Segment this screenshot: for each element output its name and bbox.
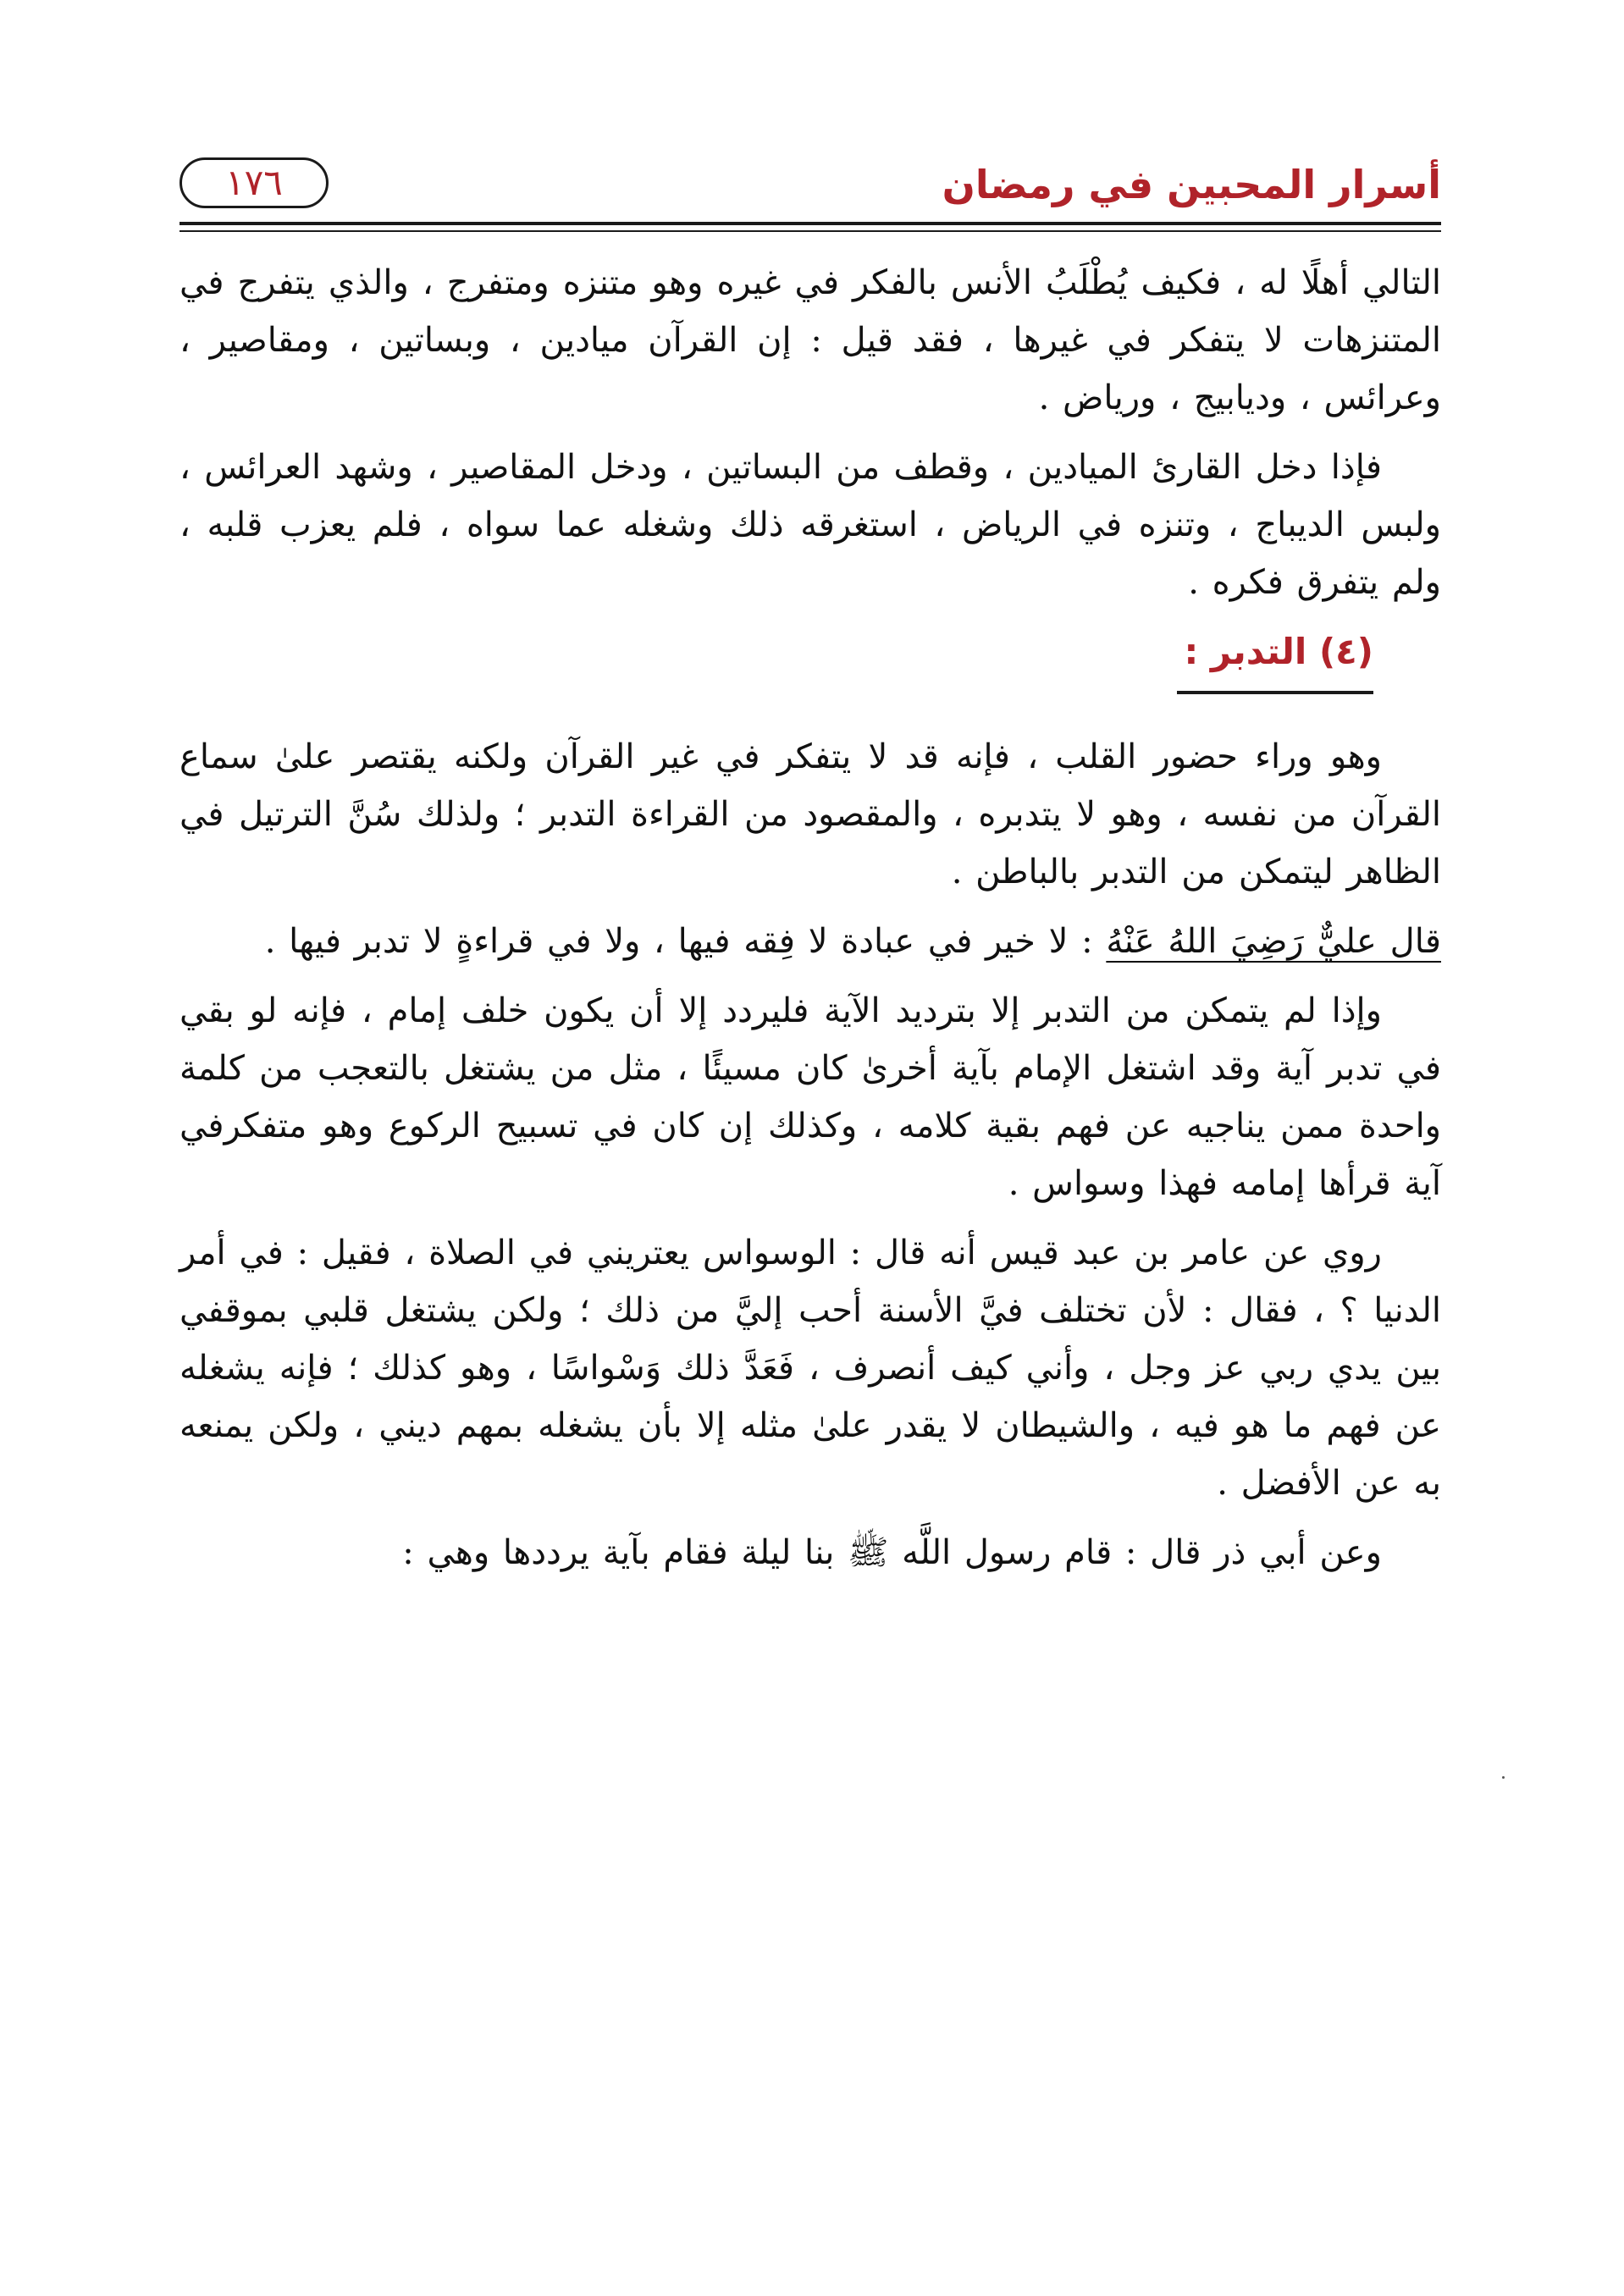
- section-heading-underline: [1177, 691, 1373, 694]
- quote-ali: : لا خير في عبادة لا فِقه فيها ، ولا في قراءةٍ لا تدبر فيها .: [264, 922, 1107, 961]
- paragraph-6: روي عن عامر بن عبد قيس أنه قال : الوسواس يعتريني في الصلاة ، فقيل : في أمر الدنيا ؟ ، فقال : لأن تختلف فيَّ الأسنة أحب إليَّ من ذلك ؛ ولكن يشتغل قلبي بموقفي بين يدي ربي عز وجل ، وأني كيف أنصرف ، فَعَدَّ ذلك وَسْواسًا ، وهو كذلك ؛ فإنه يشغله عن فهم ما هو فيه ، والشيطان لا يقدر علىٰ مثله إلا بأن يشغله بمهم ديني ، ولكن يمنعه به عن الأفضل .: [180, 1234, 1441, 1503]
- paragraph-4: [180, 913, 1441, 970]
- header-rule-thin: [180, 230, 1441, 232]
- paragraph-3: وهو وراء حضور القلب ، فإنه قد لا يتفكر في غير القرآن ولكنه يقتصر علىٰ سماع القرآن من نفسه ، وهو لا يتدبره ، والمقصود من القراءة التدبر ؛ ولذلك سُنَّ الترتيل في الظاهر ليتمكن من التدبر بالباطن .: [180, 737, 1441, 891]
- attribution-ali: قال عليٌّ رَضِيَ اللهُ عَنْهُ: [1106, 922, 1441, 961]
- page-number-badge: ١٧٦: [180, 157, 329, 208]
- paragraph-7: وعن أبي ذر قال : قام رسول اللَّه ﷺ بنا ليلة فقام بآية يرددها وهي :: [402, 1533, 1382, 1572]
- section-heading: (٤) التدبر :: [1184, 631, 1373, 672]
- running-title: أسرار المحبين في رمضان: [942, 162, 1441, 207]
- section-heading-block: [180, 623, 1441, 704]
- page-body: [180, 254, 1441, 1593]
- header-rule-thick: [180, 222, 1441, 225]
- paragraph-1: التالي أهلًا له ، فكيف يُطْلَبُ الأنس بالفكر في غيره وهو متنزه ومتفرج ، والذي يتفرج في المتنزهات لا يتفكر في غيرها ، فقد قيل : إن القرآن ميادين ، وبساتين ، ومقاصير ، وعرائس ، وديابيج ، ورياض .: [180, 263, 1441, 417]
- paragraph-5: وإذا لم يتمكن من التدبر إلا بترديد الآية فليردد إلا أن يكون خلف إمام ، فإنه لو بقي في تدبر آية وقد اشتغل الإمام بآية أخرىٰ كان مسيئًا ، مثل من يشتغل بالتعجب من كلمة واحدة ممن يناجيه عن فهم بقية كلامه ، وكذلك إن كان في تسبيح الركوع وهو متفكرفي آية قرأها إمامه فهذا وسواس .: [180, 991, 1441, 1203]
- paragraph-2: فإذا دخل القارئ الميادين ، وقطف من البساتين ، ودخل المقاصير ، وشهد العرائس ، ولبس الديباج ، وتنزه في الرياض ، استغرقه ذلك وشغله عما سواه ، فلم يعزب قلبه ، ولم يتفرق فكره .: [180, 448, 1441, 602]
- scan-speck: [1502, 1776, 1505, 1779]
- page-header: [180, 151, 1441, 218]
